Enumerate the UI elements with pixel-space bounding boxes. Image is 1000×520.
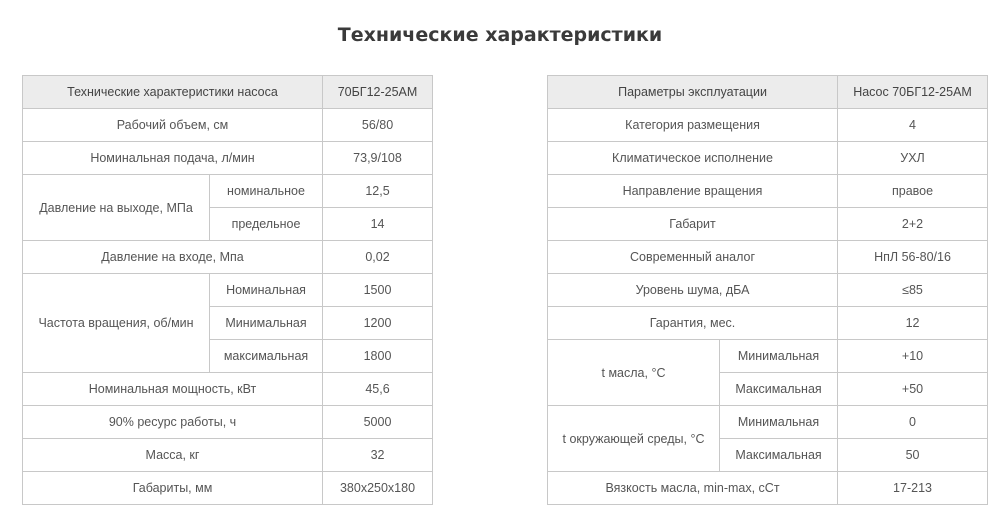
table-row (548, 175, 988, 208)
param-cell: Габариты, мм (23, 472, 323, 505)
table-row (548, 241, 988, 274)
param-cell: t масла, °С (548, 340, 720, 406)
param-cell: Уровень шума, дБА (548, 274, 838, 307)
table-row (548, 406, 988, 439)
subparam-cell: Минимальная (720, 340, 838, 373)
param-cell: Современный аналог (548, 241, 838, 274)
value-cell: 5000 (323, 406, 433, 439)
value-cell: 12 (838, 307, 988, 340)
param-cell: Вязкость масла, min-max, сСт (548, 472, 838, 505)
table-row (548, 142, 988, 175)
table-row (23, 241, 433, 274)
param-cell: Номинальная мощность, кВт (23, 373, 323, 406)
value-cell: 0,02 (323, 241, 433, 274)
value-cell: +50 (838, 373, 988, 406)
subparam-cell: Максимальная (720, 373, 838, 406)
table-row (548, 340, 988, 373)
value-cell: 1200 (323, 307, 433, 340)
value-cell: ≤85 (838, 274, 988, 307)
subparam-cell: номинальное (210, 175, 323, 208)
param-cell: Направление вращения (548, 175, 838, 208)
param-cell: Категория размещения (548, 109, 838, 142)
subparam-cell: Минимальная (720, 406, 838, 439)
param-cell: Гарантия, мес. (548, 307, 838, 340)
table-row (548, 208, 988, 241)
subparam-cell: Номинальная (210, 274, 323, 307)
value-cell: правое (838, 175, 988, 208)
subparam-cell: предельное (210, 208, 323, 241)
value-cell: 73,9/108 (323, 142, 433, 175)
param-cell: Давление на выходе, МПа (23, 175, 210, 241)
operation-params-table (547, 75, 988, 505)
param-cell: Частота вращения, об/мин (23, 274, 210, 373)
page-title: Технические характеристики (337, 24, 663, 46)
header-cell: Технические характеристики насоса (23, 76, 323, 109)
header-cell: 70БГ12-25АМ (323, 76, 433, 109)
value-cell: 32 (323, 439, 433, 472)
table-row (23, 175, 433, 208)
subparam-cell: Минимальная (210, 307, 323, 340)
value-cell: 12,5 (323, 175, 433, 208)
table-row (548, 472, 988, 505)
value-cell: 50 (838, 439, 988, 472)
subparam-cell: максимальная (210, 340, 323, 373)
value-cell: 2+2 (838, 208, 988, 241)
subparam-cell: Максимальная (720, 439, 838, 472)
table-row (548, 274, 988, 307)
param-cell: Габарит (548, 208, 838, 241)
value-cell: 380х250х180 (323, 472, 433, 505)
table-header-row (548, 76, 988, 109)
pump-specs-table (22, 75, 433, 505)
table-row (548, 307, 988, 340)
value-cell: 0 (838, 406, 988, 439)
header-cell: Насос 70БГ12-25АМ (838, 76, 988, 109)
table-row (23, 439, 433, 472)
param-cell: Рабочий объем, см (23, 109, 323, 142)
table-row (23, 109, 433, 142)
value-cell: 17-213 (838, 472, 988, 505)
value-cell: 1500 (323, 274, 433, 307)
param-cell: Давление на входе, Мпа (23, 241, 323, 274)
param-cell: Климатическое исполнение (548, 142, 838, 175)
value-cell: УХЛ (838, 142, 988, 175)
value-cell: НпЛ 56-80/16 (838, 241, 988, 274)
value-cell: +10 (838, 340, 988, 373)
param-cell: 90% ресурс работы, ч (23, 406, 323, 439)
value-cell: 1800 (323, 340, 433, 373)
table-header-row (23, 76, 433, 109)
table-row (548, 109, 988, 142)
table-row (23, 142, 433, 175)
table-row (23, 406, 433, 439)
table-row (23, 472, 433, 505)
header-cell: Параметры эксплуатации (548, 76, 838, 109)
param-cell: t окружающей среды, °С (548, 406, 720, 472)
value-cell: 45,6 (323, 373, 433, 406)
param-cell: Масса, кг (23, 439, 323, 472)
param-cell: Номинальная подача, л/мин (23, 142, 323, 175)
table-row (23, 274, 433, 307)
value-cell: 4 (838, 109, 988, 142)
table-row (23, 373, 433, 406)
value-cell: 14 (323, 208, 433, 241)
value-cell: 56/80 (323, 109, 433, 142)
